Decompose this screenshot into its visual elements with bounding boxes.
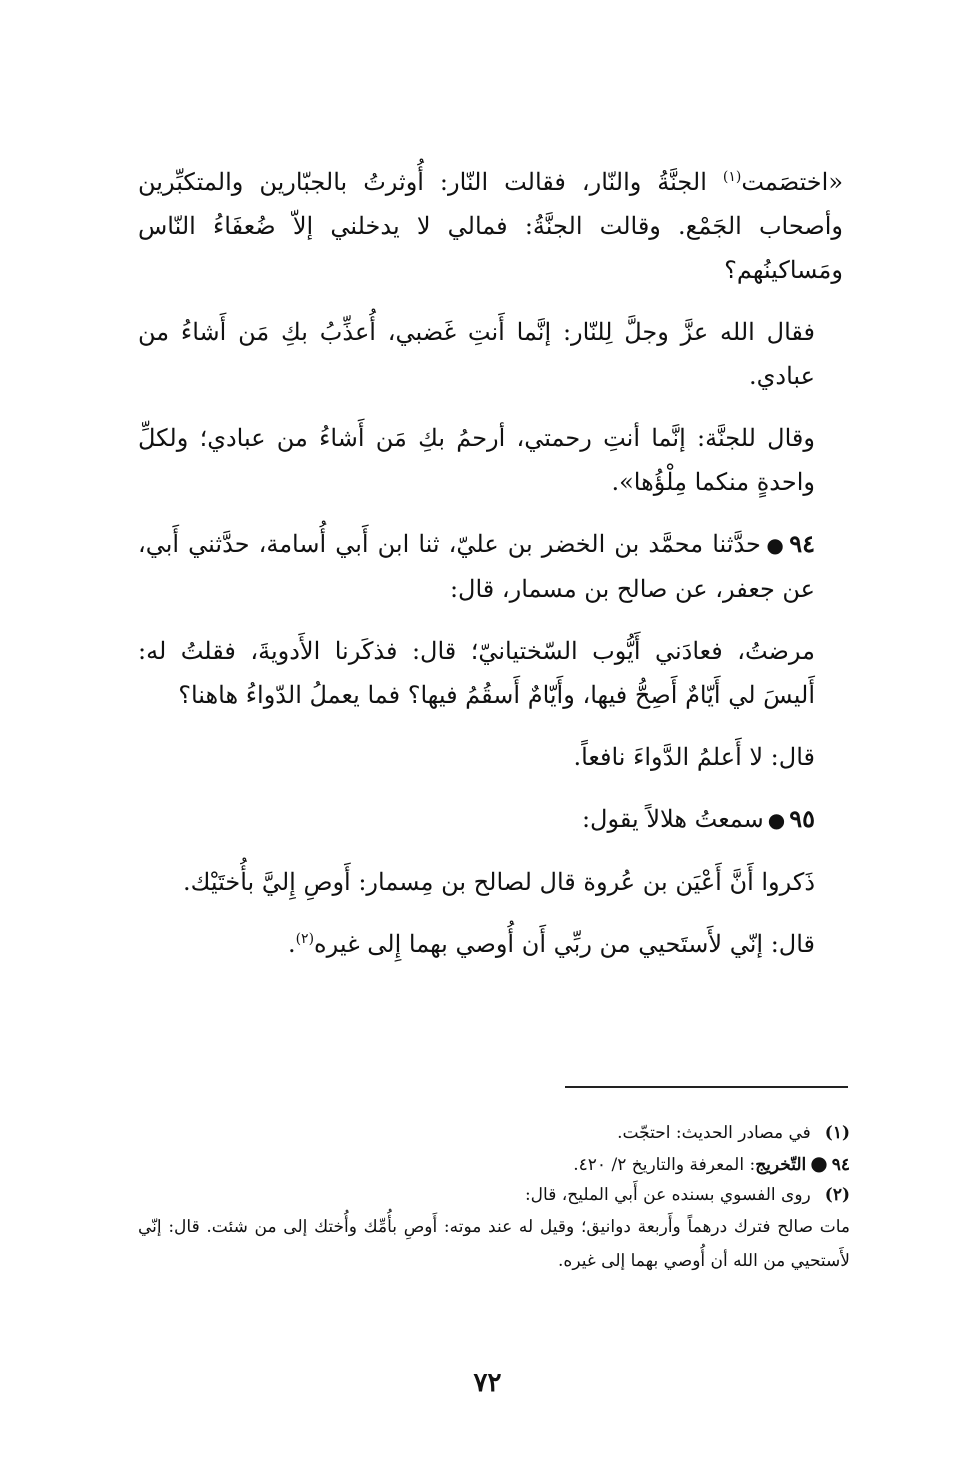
footnote-divider xyxy=(565,1086,848,1088)
entry-number: ٩٤ xyxy=(831,1155,850,1175)
paragraph-request: ذَكروا أَنَّ أَعْيَن بن عُروة قال لصالح بن مِسمار: أَوصِ إِليَّ بأُختَيْك. xyxy=(183,868,815,896)
isnad-text: سمعتُ هلالاً يقول: xyxy=(581,805,764,833)
entry-number: ٩٤ xyxy=(789,529,815,558)
paragraph-reply: قال: لا أَعلمُ الدَّواءَ نافعاً. xyxy=(573,743,815,771)
page-number: ٧٢ xyxy=(473,1368,502,1398)
footnote-2 xyxy=(138,1180,850,1210)
footnote-marker: (٢) xyxy=(824,1185,850,1205)
footnote-text: روى الفسوي بسنده عن أَبي المليح، قال: xyxy=(524,1185,811,1205)
footnote-text: في مصادر الحديث: احتجّت. xyxy=(617,1123,811,1143)
main-text xyxy=(138,160,843,966)
footnote-1 xyxy=(138,1118,850,1148)
entry-number: ٩٥ xyxy=(789,804,815,833)
paragraph-94-isnad xyxy=(138,522,843,611)
footnote-marker: (١) xyxy=(824,1123,850,1143)
paragraph-god-to-fire: فقال الله عزَّ وجلَّ لِلنّار: إنَّما أَنتِ غَضبي، أُعذِّبُ بكِ مَن أَشاءُ من عبادي. xyxy=(138,318,815,390)
footnote-takhrij xyxy=(138,1148,850,1180)
bullet-icon: ● xyxy=(764,533,786,557)
bullet-icon: ● xyxy=(767,808,786,832)
answer-text: قال: إنّي لأَستَحيي من ربِّي أَن أُوصي بهما إِلى غيره xyxy=(314,930,815,958)
paragraph-hadith-quote xyxy=(138,160,843,292)
isnad-text: حدَّثنا محمَّد بن الخضر بن عليّ، ثنا ابن أَبي أُسامة، حدَّثني أَبي، عن جعفر، عن صالح بن مسمار، قال: xyxy=(138,530,815,603)
answer-end: . xyxy=(287,930,296,958)
hadith-body: الجنَّةُ والنّار، فقالت النّار: أُوثرتُ بالجبّارين والمتكبِّرين وأصحاب الجَمْع. وقالت الجنَّةُ: فمالي لا يدخلني إلاّ ضُعفَاءُ النّاس ومَساكينُهم؟ xyxy=(138,168,843,284)
bullet-icon: ● xyxy=(810,1151,828,1175)
paragraph-god-to-paradise: وقال للجنَّة: إنَّما أنتِ رحمتي، أرحمُ بكِ مَن أَشاءُ من عبادي؛ ولكلِّ واحدةٍ منكما مِلْؤُها». xyxy=(138,424,815,496)
footnotes xyxy=(138,1118,850,1278)
footnote-2-quote: مات صالح فترك درهماً وأَربعة دوانيق؛ وقيل له عند موته: أَوصِ بأُمِّك وأُختك إلى من شئت. قال: إنّي لأَستحيي من الله أن أُوصي بهما إلى غيره. xyxy=(138,1217,850,1271)
hadith-opening: «اختصَمت xyxy=(741,168,843,196)
footnote-ref-2[interactable]: (٢) xyxy=(295,931,315,947)
paragraph-illness: مرضتُ، فعادَني أَيُّوب السّختيانيّ؛ قال: فذكَرنا الأَدويةَ، فقلتُ له: أَليسَ لي أَيّامٌ أَصِحُّ فيها، وأَيّامٌ أَسقُمُ فيها؟ فما يعملُ الدّواءُ هاهنا؟ xyxy=(138,637,815,709)
footnote-ref-1[interactable]: (١) xyxy=(722,169,742,185)
takhrij-text: : المعرفة والتاريخ ٢/ ٤٢٠. xyxy=(573,1155,756,1175)
takhrij-label: التّخريج xyxy=(755,1155,807,1175)
paragraph-answer xyxy=(138,922,843,966)
paragraph-95-isnad xyxy=(138,797,843,842)
